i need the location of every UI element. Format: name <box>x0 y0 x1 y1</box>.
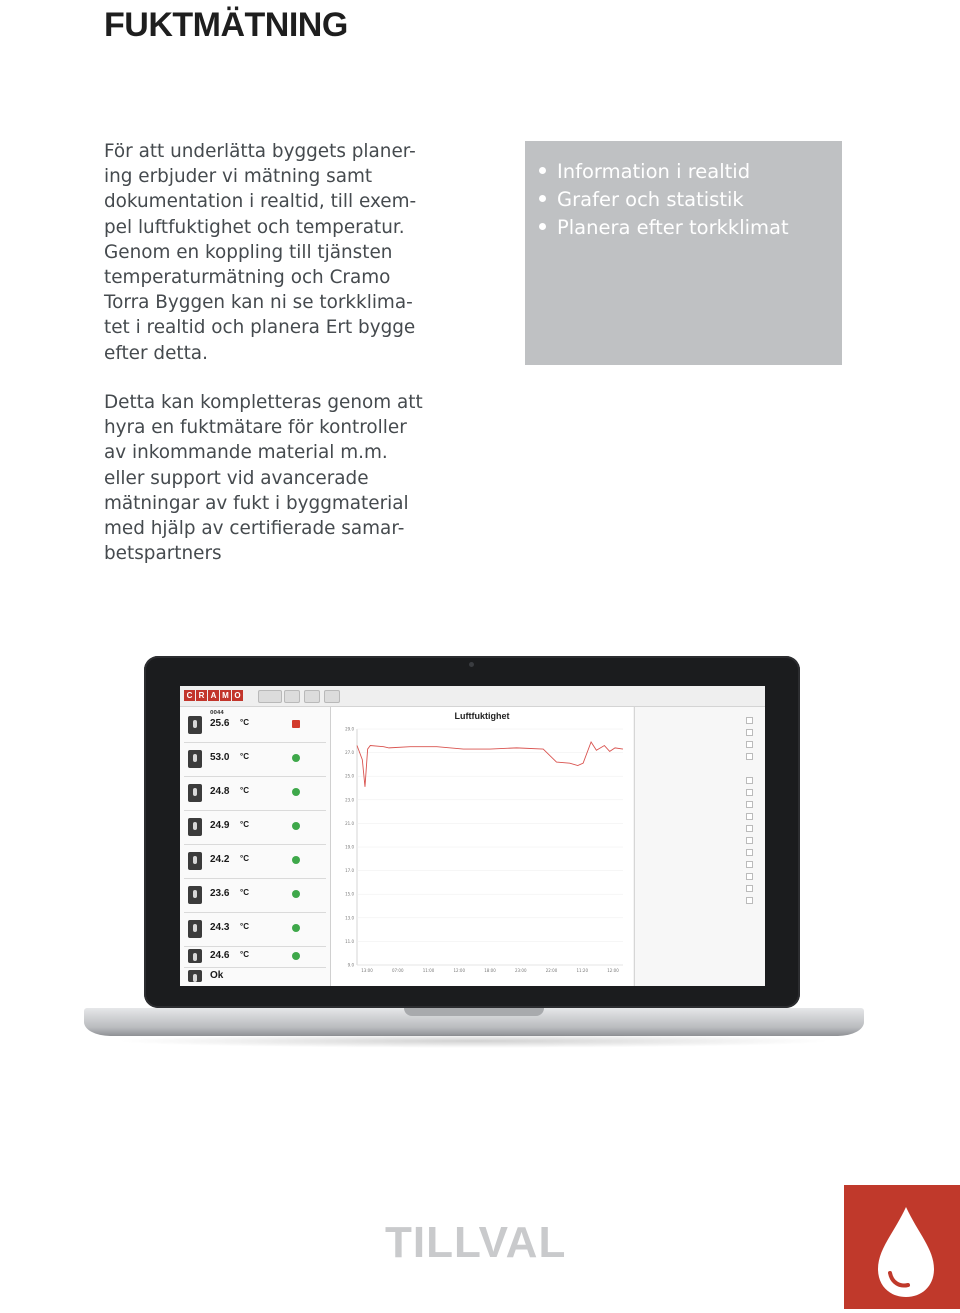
humidity-chart <box>331 707 633 986</box>
sensor-card[interactable] <box>184 879 326 913</box>
thermometer-icon <box>188 852 202 870</box>
x-tick-label: 11:20 <box>576 968 589 973</box>
y-tick-label: 21.0 <box>345 820 354 826</box>
x-tick-label: 18:00 <box>484 968 496 973</box>
sensor-card[interactable] <box>184 811 326 845</box>
status-indicator <box>292 754 300 762</box>
intro-line: dokumentation i realtid, till exem- <box>104 191 417 213</box>
chat-icon[interactable] <box>284 690 300 703</box>
x-tick-label: 12:00 <box>453 968 466 973</box>
sensor-card[interactable] <box>184 947 326 968</box>
checkbox[interactable] <box>746 741 753 748</box>
status-indicator <box>292 924 300 932</box>
app-toolbar <box>180 686 765 707</box>
settings-row[interactable] <box>641 729 759 735</box>
settings-row[interactable] <box>641 837 759 843</box>
intro-line: ing erbjuder vi mätning samt <box>104 166 373 188</box>
feature-item <box>539 186 842 214</box>
view-toggle-button[interactable] <box>258 690 282 703</box>
cramo-logo <box>184 690 243 701</box>
x-tick-label: 07:00 <box>391 968 404 973</box>
settings-row[interactable] <box>641 849 759 855</box>
intro-line: efter detta. <box>104 342 208 364</box>
sensor-card[interactable] <box>184 743 326 777</box>
y-tick-label: 9.0 <box>347 962 354 968</box>
intro-paragraph <box>104 139 434 366</box>
sensor-value: 24.9 <box>210 820 230 831</box>
settings-row[interactable] <box>641 789 759 795</box>
series-line <box>357 742 623 787</box>
sensor-card[interactable] <box>184 913 326 947</box>
feature-item <box>539 214 842 242</box>
thermometer-icon <box>188 949 202 963</box>
laptop-image <box>84 636 864 1106</box>
laptop-screen <box>180 686 765 986</box>
laptop-notch <box>404 1008 544 1016</box>
laptop-shadow <box>114 1034 834 1048</box>
second-line: av inkommande material m.m. <box>104 442 388 464</box>
checkbox[interactable] <box>746 729 753 736</box>
status-indicator <box>292 890 300 898</box>
bullet-icon <box>539 167 546 174</box>
y-tick-label: 27.0 <box>345 750 354 756</box>
settings-row[interactable] <box>641 801 759 807</box>
status-indicator <box>292 822 300 830</box>
sensor-unit: °C <box>240 854 249 863</box>
checkbox[interactable] <box>746 849 753 856</box>
chart-panel <box>331 707 633 986</box>
sensor-card[interactable] <box>184 777 326 811</box>
logo-letter: O <box>232 690 243 701</box>
x-tick-label: 23:00 <box>514 968 527 973</box>
sensor-value: 24.2 <box>210 854 230 865</box>
y-tick-label: 11.0 <box>345 938 354 944</box>
sensor-value: 24.6 <box>210 950 230 961</box>
intro-line: pel luftfuktighet och temperatur. <box>104 216 405 238</box>
y-tick-label: 25.0 <box>345 773 354 779</box>
settings-row[interactable] <box>641 717 759 723</box>
sensor-name: 0044 <box>210 710 224 716</box>
thermometer-icon <box>188 920 202 938</box>
settings-row[interactable] <box>641 825 759 831</box>
tillval-label: TILLVAL <box>385 1218 567 1267</box>
settings-row[interactable] <box>641 813 759 819</box>
thermometer-icon <box>188 716 202 734</box>
settings-row[interactable] <box>641 885 759 891</box>
page-title: FUKTMÄTNING <box>104 6 348 44</box>
sensor-unit: °C <box>240 786 249 795</box>
y-tick-label: 29.0 <box>345 726 354 732</box>
feature-label: Information i realtid <box>557 160 751 183</box>
status-indicator <box>292 720 300 728</box>
sensor-icon <box>188 970 202 982</box>
sensor-card[interactable] <box>184 709 326 743</box>
settings-panel <box>634 707 765 986</box>
checkbox[interactable] <box>746 717 753 724</box>
checkbox[interactable] <box>746 777 753 784</box>
thermometer-icon <box>188 750 202 768</box>
sensor-card[interactable] <box>184 845 326 879</box>
checkbox[interactable] <box>746 861 753 868</box>
checkbox[interactable] <box>746 789 753 796</box>
checkbox[interactable] <box>746 885 753 892</box>
settings-row[interactable] <box>641 861 759 867</box>
x-tick-label: 12:00 <box>607 968 619 973</box>
thermometer-icon <box>188 784 202 802</box>
intro-line: Torra Byggen kan ni se torkklima- <box>104 292 413 314</box>
y-tick-label: 13.0 <box>345 915 354 921</box>
sensor-unit: °C <box>240 950 249 959</box>
x-tick-label: 13:00 <box>361 968 373 973</box>
thermometer-icon <box>188 886 202 904</box>
y-tick-label: 15.0 <box>345 891 354 897</box>
water-drop-icon <box>844 1185 960 1309</box>
laptop-lid <box>144 656 800 1008</box>
second-line: betspartners <box>104 543 222 565</box>
settings-row[interactable] <box>641 873 759 879</box>
settings-row[interactable] <box>641 741 759 747</box>
sensor-card[interactable] <box>184 969 326 985</box>
second-line: med hjälp av certifierade samar- <box>104 518 405 540</box>
sensor-unit: °C <box>240 820 249 829</box>
sensor-value: 23.6 <box>210 888 230 899</box>
intro-line: temperaturmätning och Cramo <box>104 267 391 289</box>
x-tick-label: 22:00 <box>545 968 558 973</box>
checkbox[interactable] <box>746 837 753 844</box>
sensor-unit: °C <box>240 922 249 931</box>
bullet-icon <box>539 195 546 202</box>
thermometer-icon <box>188 818 202 836</box>
second-line: hyra en fuktmätare för kontroller <box>104 417 407 439</box>
feature-item <box>539 158 842 186</box>
red-badge <box>844 1185 960 1309</box>
grid-icon[interactable] <box>304 690 320 703</box>
logo-letter: R <box>196 690 207 701</box>
checkbox[interactable] <box>746 801 753 808</box>
status-indicator <box>292 788 300 796</box>
settings-row[interactable] <box>641 897 759 903</box>
sensor-value: 24.3 <box>210 922 230 933</box>
checkbox[interactable] <box>746 897 753 904</box>
second-line: mätningar av fukt i byggmaterial <box>104 492 409 514</box>
intro-line: För att underlätta byggets planer- <box>104 141 416 162</box>
status-indicator <box>292 952 300 960</box>
checkbox[interactable] <box>746 813 753 820</box>
sensor-unit: °C <box>240 718 249 727</box>
feature-label: Planera efter torkklimat <box>557 216 789 239</box>
second-line: Detta kan kompletteras genom att <box>104 392 423 413</box>
settings-row[interactable] <box>641 777 759 783</box>
checkbox[interactable] <box>746 873 753 880</box>
settings-row[interactable] <box>641 753 759 759</box>
sensor-value: 25.6 <box>210 718 230 729</box>
status-indicator <box>292 856 300 864</box>
second-paragraph <box>104 390 434 566</box>
y-tick-label: 17.0 <box>345 868 354 874</box>
checkbox[interactable] <box>746 753 753 760</box>
chart-title: Luftfuktighet <box>454 711 510 721</box>
logo-letter: M <box>220 690 231 701</box>
sensor-unit: °C <box>240 752 249 761</box>
logo-letter: C <box>184 690 195 701</box>
camera-icon <box>469 662 474 667</box>
sensor-value: 53.0 <box>210 752 230 763</box>
y-tick-label: 19.0 <box>345 844 354 850</box>
y-tick-label: 23.0 <box>345 797 354 803</box>
second-line: eller support vid avancerade <box>104 467 369 489</box>
sensor-value: 24.8 <box>210 786 230 797</box>
intro-line: Genom en koppling till tjänsten <box>104 241 393 263</box>
sensor-unit: °C <box>240 888 249 897</box>
feature-label: Grafer och statistik <box>557 188 744 211</box>
refresh-icon[interactable] <box>324 690 340 703</box>
sensor-sidebar <box>180 707 331 986</box>
bullet-icon <box>539 223 546 230</box>
x-tick-label: 11:00 <box>422 968 435 973</box>
checkbox[interactable] <box>746 825 753 832</box>
feature-list <box>525 141 842 242</box>
logo-letter: A <box>208 690 219 701</box>
intro-line: tet i realtid och planera Ert bygge <box>104 317 416 339</box>
feature-box <box>525 141 842 365</box>
sensor-value: Ok <box>210 970 224 981</box>
